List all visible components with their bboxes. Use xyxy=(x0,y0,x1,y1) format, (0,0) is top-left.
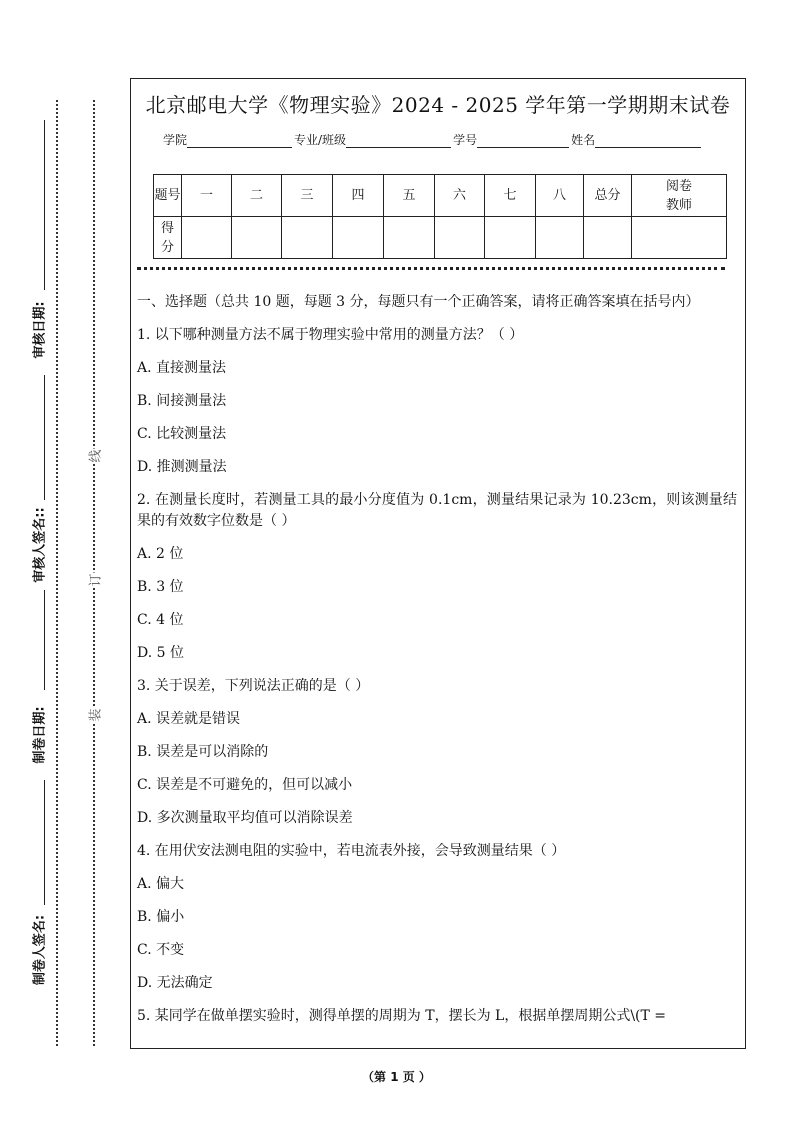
student-id-field[interactable] xyxy=(477,134,569,148)
score-table xyxy=(153,174,727,259)
option: B. 偏小 xyxy=(137,909,185,925)
col-header: 三 xyxy=(282,175,333,217)
option: A. 2 位 xyxy=(137,546,184,562)
review-date-label: 审核日期: xyxy=(32,301,48,359)
student-id-label: 学号 xyxy=(453,133,478,147)
option: A. 直接测量法 xyxy=(137,360,227,376)
score-cell[interactable] xyxy=(536,217,584,259)
col-header: 总分 xyxy=(584,175,632,217)
row-label-defen: 得分 xyxy=(154,217,182,259)
option: D. 推测测量法 xyxy=(137,459,227,475)
col-header: 四 xyxy=(333,175,384,217)
question-2: 2. 在测量长度时，若测量工具的最小分度值为 0.1cm，测量结果记录为 10.23cm，则该测量结果的有效数字位数是（ ） xyxy=(137,492,737,529)
maker-date-label: 制卷日期: xyxy=(32,706,48,764)
exam-title: 北京邮电大学《物理实验》2024 - 2025 学年第一学期期末试卷 xyxy=(145,93,731,117)
score-cell[interactable] xyxy=(333,217,384,259)
question-1: 1. 以下哪种测量方法不属于物理实验中常用的测量方法？（ ） xyxy=(137,327,524,343)
option: B. 误差是可以消除的 xyxy=(137,744,269,760)
name-label: 姓名 xyxy=(571,133,596,147)
dotted-line-outer xyxy=(56,100,58,1046)
col-header: 七 xyxy=(485,175,536,217)
row-label-tihao: 题号 xyxy=(154,175,182,217)
col-header: 八 xyxy=(536,175,584,217)
score-cell[interactable] xyxy=(384,217,435,259)
option: A. 误差就是错误 xyxy=(137,711,241,727)
questions xyxy=(137,292,737,1039)
maker-sign-line xyxy=(44,780,45,905)
option: D. 多次测量取平均值可以消除误差 xyxy=(137,810,353,826)
question-4: 4. 在用伏安法测电阻的实验中，若电流表外接，会导致测量结果（ ） xyxy=(137,843,566,859)
question-5: 5. 某同学在做单摆实验时，测得单摆的周期为 T，摆长为 L，根据单摆周期公式\(T = xyxy=(137,1008,667,1024)
option: C. 误差是不可避免的，但可以减小 xyxy=(137,777,353,793)
option: C. 4 位 xyxy=(137,612,184,628)
col-header: 一 xyxy=(182,175,232,217)
option: A. 偏大 xyxy=(137,876,185,892)
col-header: 阅卷教师 xyxy=(632,175,727,217)
score-cell[interactable] xyxy=(232,217,282,259)
student-info-row xyxy=(163,131,703,148)
score-row xyxy=(154,217,727,259)
question-3: 3. 关于误差，下列说法正确的是（ ） xyxy=(137,678,370,694)
major-field[interactable] xyxy=(346,134,451,148)
option: C. 比较测量法 xyxy=(137,426,227,442)
bind-mark-ding: 订 xyxy=(85,572,104,587)
college-field[interactable] xyxy=(187,134,292,148)
major-label: 专业/班级 xyxy=(294,133,347,147)
score-cell[interactable] xyxy=(282,217,333,259)
score-cell[interactable] xyxy=(485,217,536,259)
option: D. 5 位 xyxy=(137,645,184,661)
page-number: （第 1 页 ） xyxy=(362,1070,431,1084)
college-label: 学院 xyxy=(163,133,188,147)
dotted-separator xyxy=(137,267,725,270)
reviewer-sign-line xyxy=(44,375,45,500)
score-cell[interactable] xyxy=(435,217,485,259)
col-header: 六 xyxy=(435,175,485,217)
col-header: 二 xyxy=(232,175,282,217)
option: B. 间接测量法 xyxy=(137,393,227,409)
option: B. 3 位 xyxy=(137,579,184,595)
option: D. 无法确定 xyxy=(137,975,213,991)
exam-page-frame xyxy=(130,78,746,1049)
reviewer-sign-label: 审核人签名:: xyxy=(32,507,48,583)
bind-mark-zhuang: 装 xyxy=(85,707,104,722)
section-heading: 一、选择题（总共 10 题，每题 3 分，每题只有一个正确答案，请将正确答案填在括号内） xyxy=(137,294,700,310)
score-cell[interactable] xyxy=(584,217,632,259)
maker-sign-label: 制卷人签名: xyxy=(32,914,48,986)
score-cell[interactable] xyxy=(182,217,232,259)
review-date-line xyxy=(44,120,45,290)
name-field[interactable] xyxy=(595,134,701,148)
score-header-row xyxy=(154,175,727,217)
bind-mark-xian: 线 xyxy=(85,448,104,463)
maker-date-line xyxy=(44,590,45,690)
score-cell[interactable] xyxy=(632,217,727,259)
option: C. 不变 xyxy=(137,942,185,958)
col-header: 五 xyxy=(384,175,435,217)
